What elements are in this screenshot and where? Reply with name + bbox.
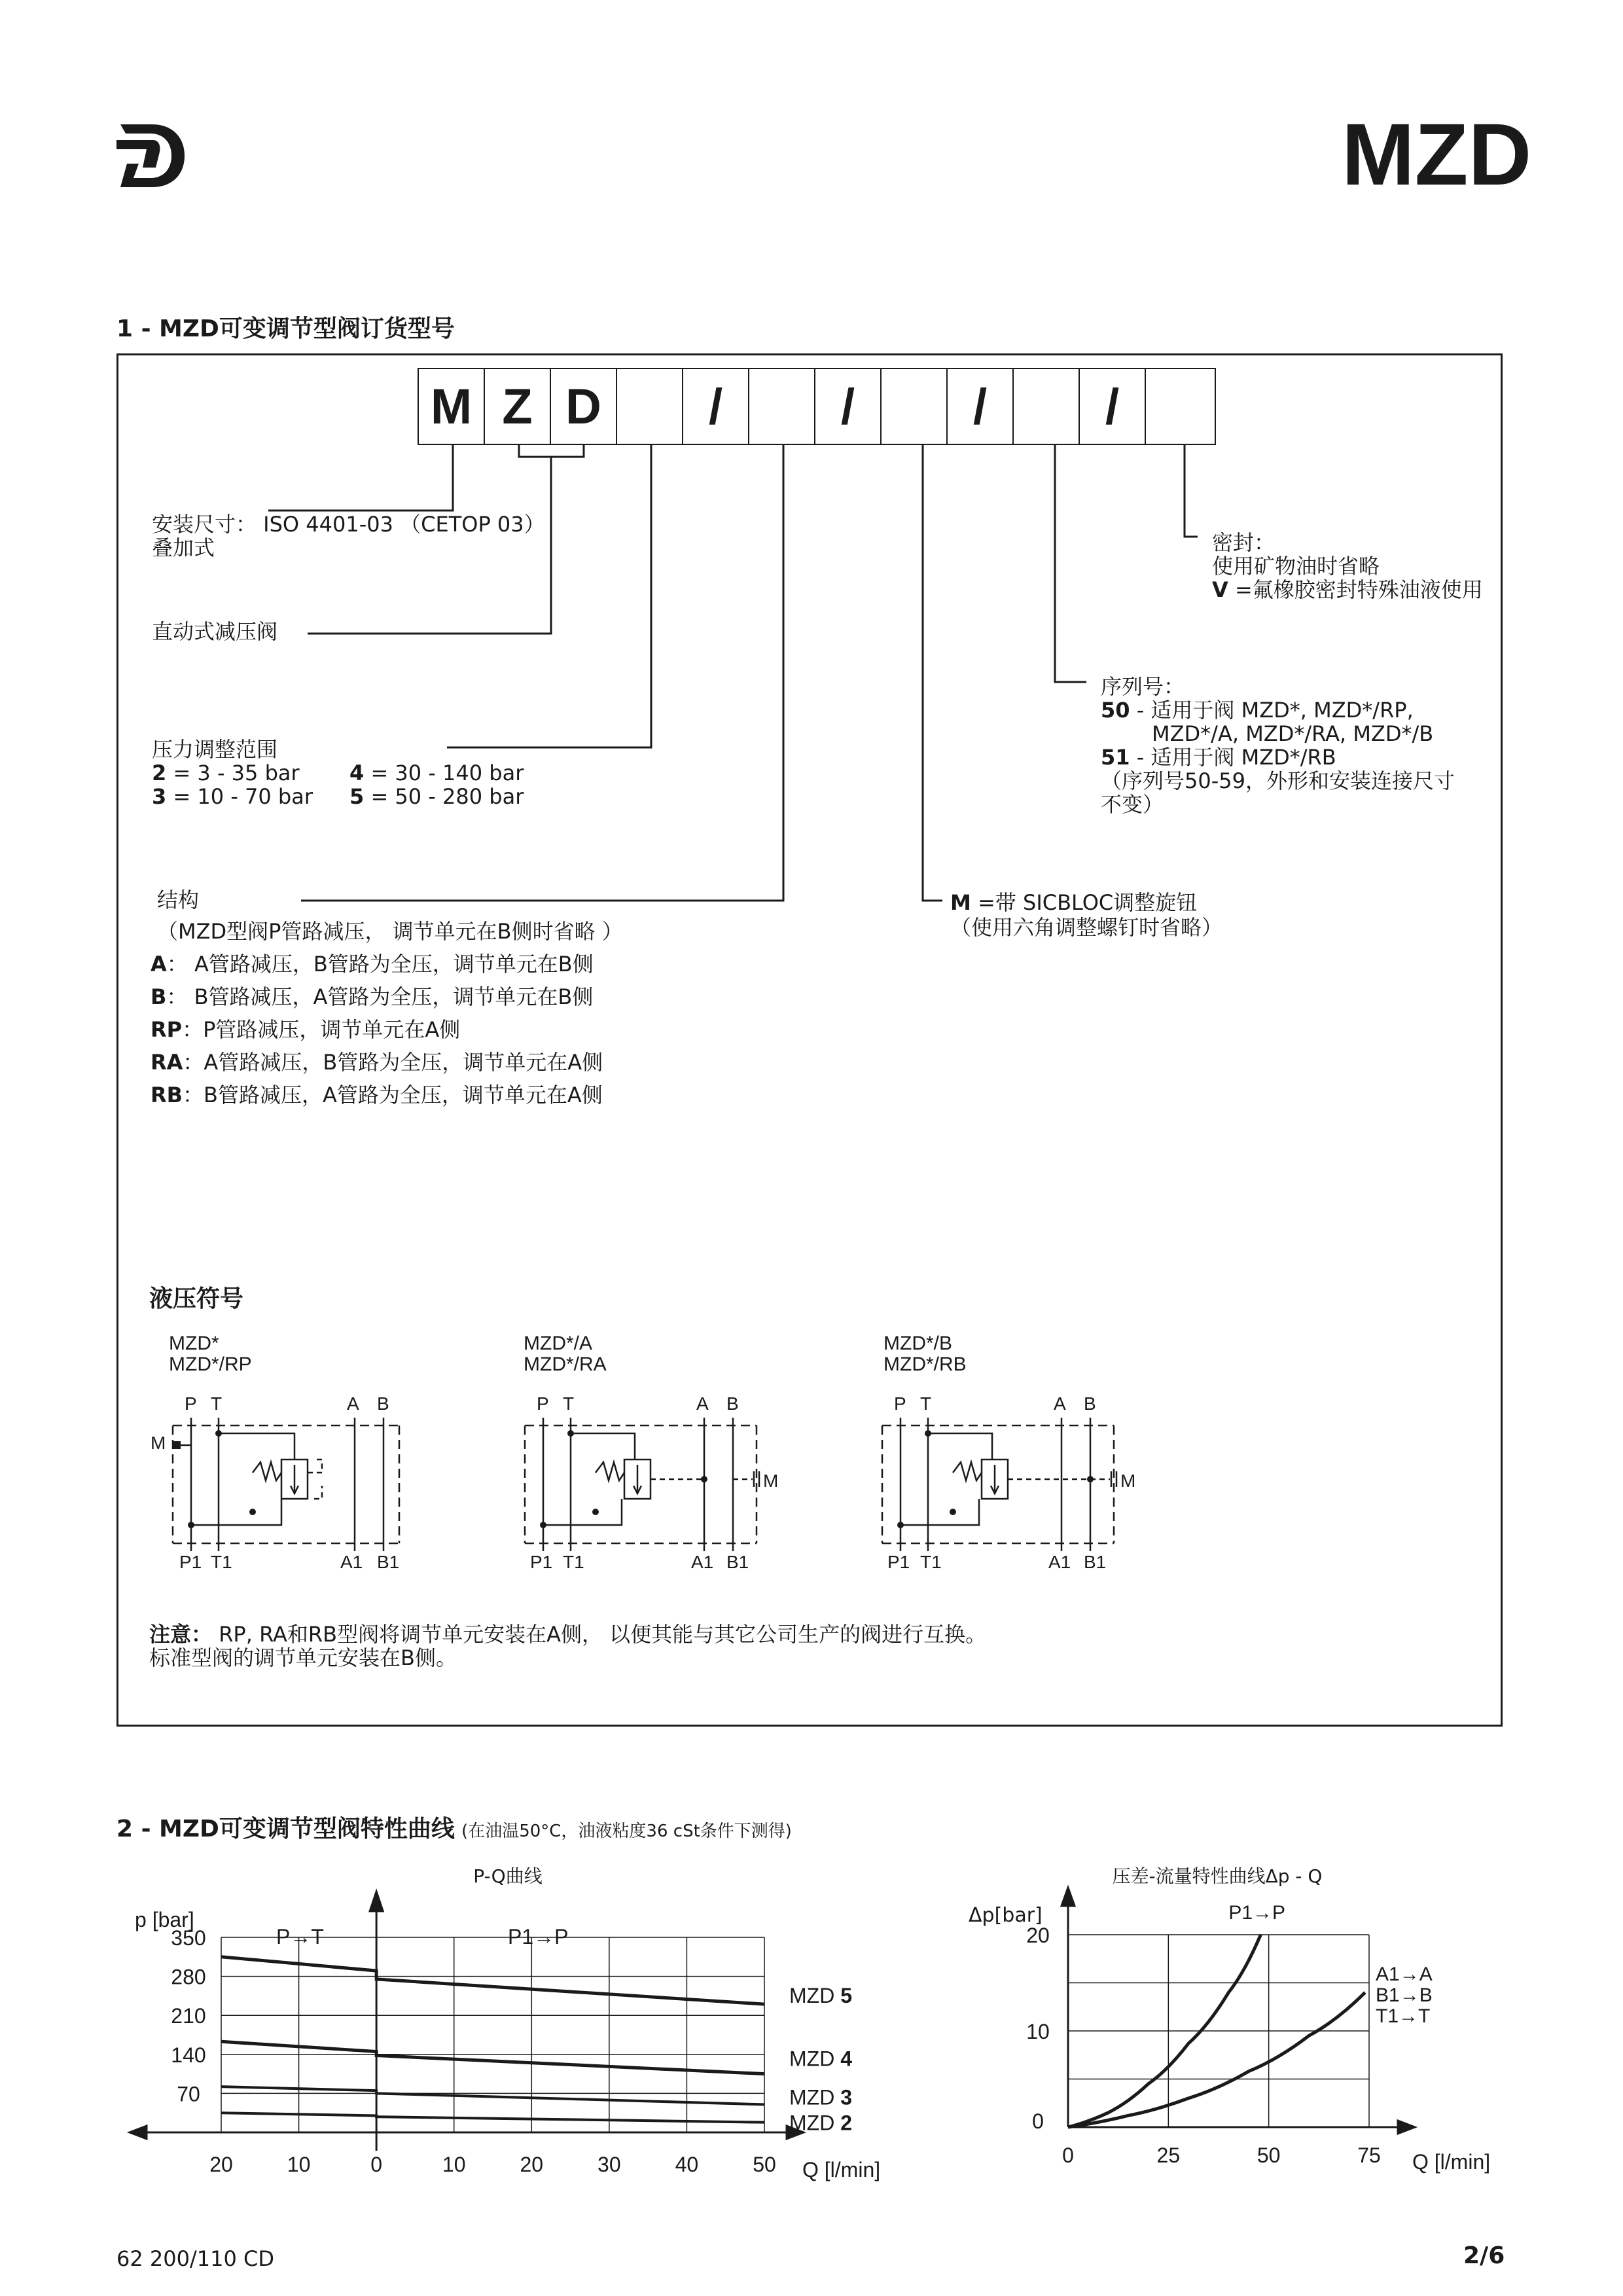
port-label-a1: A1: [691, 1552, 714, 1572]
pq-chart-x-tick-label: 10: [442, 2153, 466, 2176]
dpq-chart-series-label: B1→B: [1376, 1984, 1433, 2006]
dpq-chart-series-label: T1→T: [1376, 2005, 1431, 2027]
notice-line-1: 注意： RP, RA和RB型阀将调节单元安装在A侧， 以便其能与其它公司生产的阀进行互换。: [149, 1622, 987, 1647]
symbol-2-name-alt: MZD*/RA: [524, 1354, 607, 1375]
dpq-chart-x-tick-label: 50: [1257, 2144, 1281, 2167]
serial-option-51: 51 - 适用于阀 MZD*/RB: [1101, 745, 1336, 770]
pq-chart-series-line: [221, 2041, 764, 2073]
pq-chart-y-tick-label: 140: [171, 2043, 206, 2067]
code-cell-z: Z: [485, 369, 551, 444]
pressure-option-5: 5 = 50 - 280 bar: [349, 784, 524, 809]
dpq-chart-x-tick-label: 75: [1357, 2144, 1381, 2167]
hydraulic-symbol-mzd-a: [510, 1388, 798, 1577]
code-cell-m: M: [419, 369, 485, 444]
structure-option-a: A： A管路减压，B管路为全压，调节单元在B侧: [151, 952, 594, 977]
pq-chart-series-label: MZD 5: [789, 1984, 852, 2008]
pq-chart-x-tick-label: 20: [520, 2153, 544, 2176]
port-label-a1: A1: [1048, 1552, 1071, 1572]
code-cell-slash: /: [683, 369, 749, 444]
port-label-t1: T1: [563, 1552, 584, 1572]
port-label-b1: B1: [1084, 1552, 1107, 1572]
serial-option-50-cont: MZD*/A, MZD*/RA, MZD*/B: [1152, 721, 1434, 746]
port-label-t: T: [920, 1393, 932, 1414]
pq-chart-x-tick-label: 50: [753, 2153, 776, 2176]
port-label-a1: A1: [340, 1552, 363, 1572]
dpq-chart-series-label: P1→P: [1228, 1902, 1286, 1924]
pq-chart-x-tick-label: 30: [597, 2153, 621, 2176]
serial-title: 序列号：: [1101, 674, 1185, 699]
port-label-p: P: [185, 1393, 197, 1414]
pq-chart-y-tick-label: 280: [171, 1965, 206, 1989]
pressure-option-3: 3 = 10 - 70 bar: [152, 784, 313, 809]
dpq-chart-y-tick-label: 20: [1026, 1924, 1050, 1947]
code-cell-slash: /: [815, 369, 882, 444]
pressure-range-title: 压力调整范围: [152, 737, 278, 762]
pq-chart-y-tick-label: 210: [171, 2004, 206, 2028]
structure-option-b: B： B管路减压，A管路为全压，调节单元在B侧: [151, 984, 594, 1009]
pq-chart-series-label: MZD 4: [789, 2047, 852, 2071]
document-number: 62 200/110 CD: [116, 2246, 274, 2271]
section1-heading: 1 - MZD可变调节型阀订货型号: [116, 315, 455, 342]
port-label-b1: B1: [726, 1552, 749, 1572]
pq-chart-series-line: [221, 2087, 764, 2104]
dpq-chart-y-arrow: [1061, 1888, 1075, 1906]
code-cell-slash: /: [948, 369, 1014, 444]
hydraulic-symbol-mzd: [151, 1388, 425, 1577]
port-label-a: A: [696, 1393, 709, 1414]
symbol-2-name: MZD*/A: [524, 1333, 592, 1354]
dpq-chart: [955, 1859, 1518, 2199]
notice-line-2: 标准型阀的调节单元安装在B侧。: [149, 1645, 457, 1670]
dpq-chart-title: 压差-流量特性曲线Δp - Q: [1112, 1865, 1323, 1887]
dpq-chart-series-label: A1→A: [1376, 1964, 1433, 1985]
dpq-chart-y-axis-label: Δp[bar]: [969, 1904, 1043, 1927]
seal-mineral-oil: 使用矿物油时省略: [1212, 554, 1380, 579]
pq-chart-y-axis-label: p [bar]: [135, 1908, 194, 1931]
pressure-option-4: 4 = 30 - 140 bar: [349, 761, 524, 785]
page-number: 2/6: [1463, 2242, 1505, 2269]
port-label-p1: P1: [179, 1552, 202, 1572]
port-label-p: P: [537, 1393, 549, 1414]
pq-chart-series-line: [221, 1957, 764, 2004]
port-label-p1: P1: [887, 1552, 910, 1572]
pq-chart-region-label-pt: P→T: [276, 1925, 324, 1948]
pq-chart-series-label: MZD 3: [789, 2085, 852, 2109]
seal-title: 密封：: [1212, 530, 1275, 555]
pq-chart-x-axis-label: Q [l/min]: [802, 2158, 881, 2181]
structure-note: （MZD型阀P管路减压， 调节单元在B侧时省略 ）: [157, 919, 623, 944]
pq-chart-x-tick-label: 40: [675, 2153, 699, 2176]
port-label-p: P: [894, 1393, 906, 1414]
symbol-3-name-alt: MZD*/RB: [883, 1354, 967, 1375]
dpq-chart-x-arrow: [1398, 2121, 1415, 2134]
mounting-type: 叠加式: [152, 535, 215, 560]
serial-note-1: （序列号50-59，外形和安装连接尺寸: [1101, 768, 1455, 793]
pq-chart-y-tick-label: 70: [177, 2082, 200, 2106]
code-cell-d: D: [551, 369, 617, 444]
hydraulic-symbols-title: 液压符号: [149, 1285, 244, 1312]
structure-option-ra: RA：A管路减压，B管路为全压，调节单元在A侧: [151, 1050, 603, 1075]
port-label-m: M: [763, 1471, 779, 1491]
code-cell-slash: /: [1080, 369, 1146, 444]
port-label-t: T: [563, 1393, 575, 1414]
dpq-chart-y-tick-label: 10: [1026, 2020, 1050, 2043]
serial-option-50: 50 - 适用于阀 MZD*, MZD*/RP,: [1101, 698, 1414, 723]
pressure-option-2: 2 = 3 - 35 bar: [152, 761, 300, 785]
structure-option-rp: RP：P管路减压，调节单元在A侧: [151, 1017, 461, 1042]
port-label-t1: T1: [211, 1552, 232, 1572]
port-label-a: A: [1054, 1393, 1066, 1414]
pq-chart-series-line: [221, 2113, 764, 2122]
port-label-b: B: [726, 1393, 739, 1414]
port-label-m: M: [1120, 1471, 1136, 1491]
dpq-chart-x-tick-label: 25: [1156, 2144, 1181, 2167]
direct-acting-label: 直动式减压阀: [152, 619, 278, 644]
mounting-size-line: 安装尺寸： ISO 4401-03 （CETOP 03）: [152, 512, 545, 537]
pq-chart-x-tick-label: 0: [370, 2153, 383, 2176]
dpq-chart-x-axis-label: Q [l/min]: [1412, 2150, 1491, 2174]
dpq-chart-x-tick-label: 0: [1062, 2144, 1074, 2167]
port-label-a: A: [347, 1393, 359, 1414]
pq-chart-y-arrow: [370, 1892, 383, 1911]
page-title: MZD: [1342, 106, 1532, 204]
serial-note-2: 不变）: [1101, 792, 1164, 817]
symbol-1-name: MZD*: [169, 1333, 219, 1354]
port-label-b1: B1: [377, 1552, 400, 1572]
hydraulic-symbol-mzd-b: [868, 1388, 1156, 1577]
structure-option-rb: RB：B管路减压，A管路为全压，调节单元在A侧: [151, 1083, 603, 1107]
pq-chart-y-tick-label: 350: [171, 1926, 206, 1950]
port-label-p1: P1: [530, 1552, 553, 1572]
structure-title: 结构: [157, 888, 200, 912]
knob-option-m: M =带 SICBLOC调整旋钮: [950, 890, 1198, 915]
pq-chart-x-tick-label: 10: [287, 2153, 311, 2176]
pq-chart-x-tick-label: 20: [209, 2153, 233, 2176]
seal-option-v: V =氟橡胶密封特殊油液使用: [1212, 577, 1483, 602]
pq-chart-region-label-p1p: P1→P: [508, 1925, 569, 1948]
knob-note: （使用六角调整螺钉时省略）: [950, 915, 1223, 940]
pq-chart-x-arrow-left: [130, 2126, 147, 2139]
port-label-t: T: [211, 1393, 223, 1414]
dpq-chart-y-tick-label: 0: [1032, 2109, 1044, 2133]
pq-chart-series-label: MZD 2: [789, 2111, 852, 2135]
symbol-3-name: MZD*/B: [883, 1333, 952, 1354]
symbol-1-name-alt: MZD*/RP: [169, 1354, 252, 1375]
section2-heading: 2 - MZD可变调节型阀特性曲线 (在油温50°C，油液粘度36 cSt条件下测得): [116, 1816, 792, 1842]
port-label-b: B: [1084, 1393, 1096, 1414]
port-label-t1: T1: [920, 1552, 942, 1572]
pq-chart: [116, 1859, 902, 2199]
pq-chart-title: P-Q曲线: [473, 1865, 543, 1887]
port-label-m: M: [151, 1433, 166, 1453]
port-label-b: B: [377, 1393, 389, 1414]
